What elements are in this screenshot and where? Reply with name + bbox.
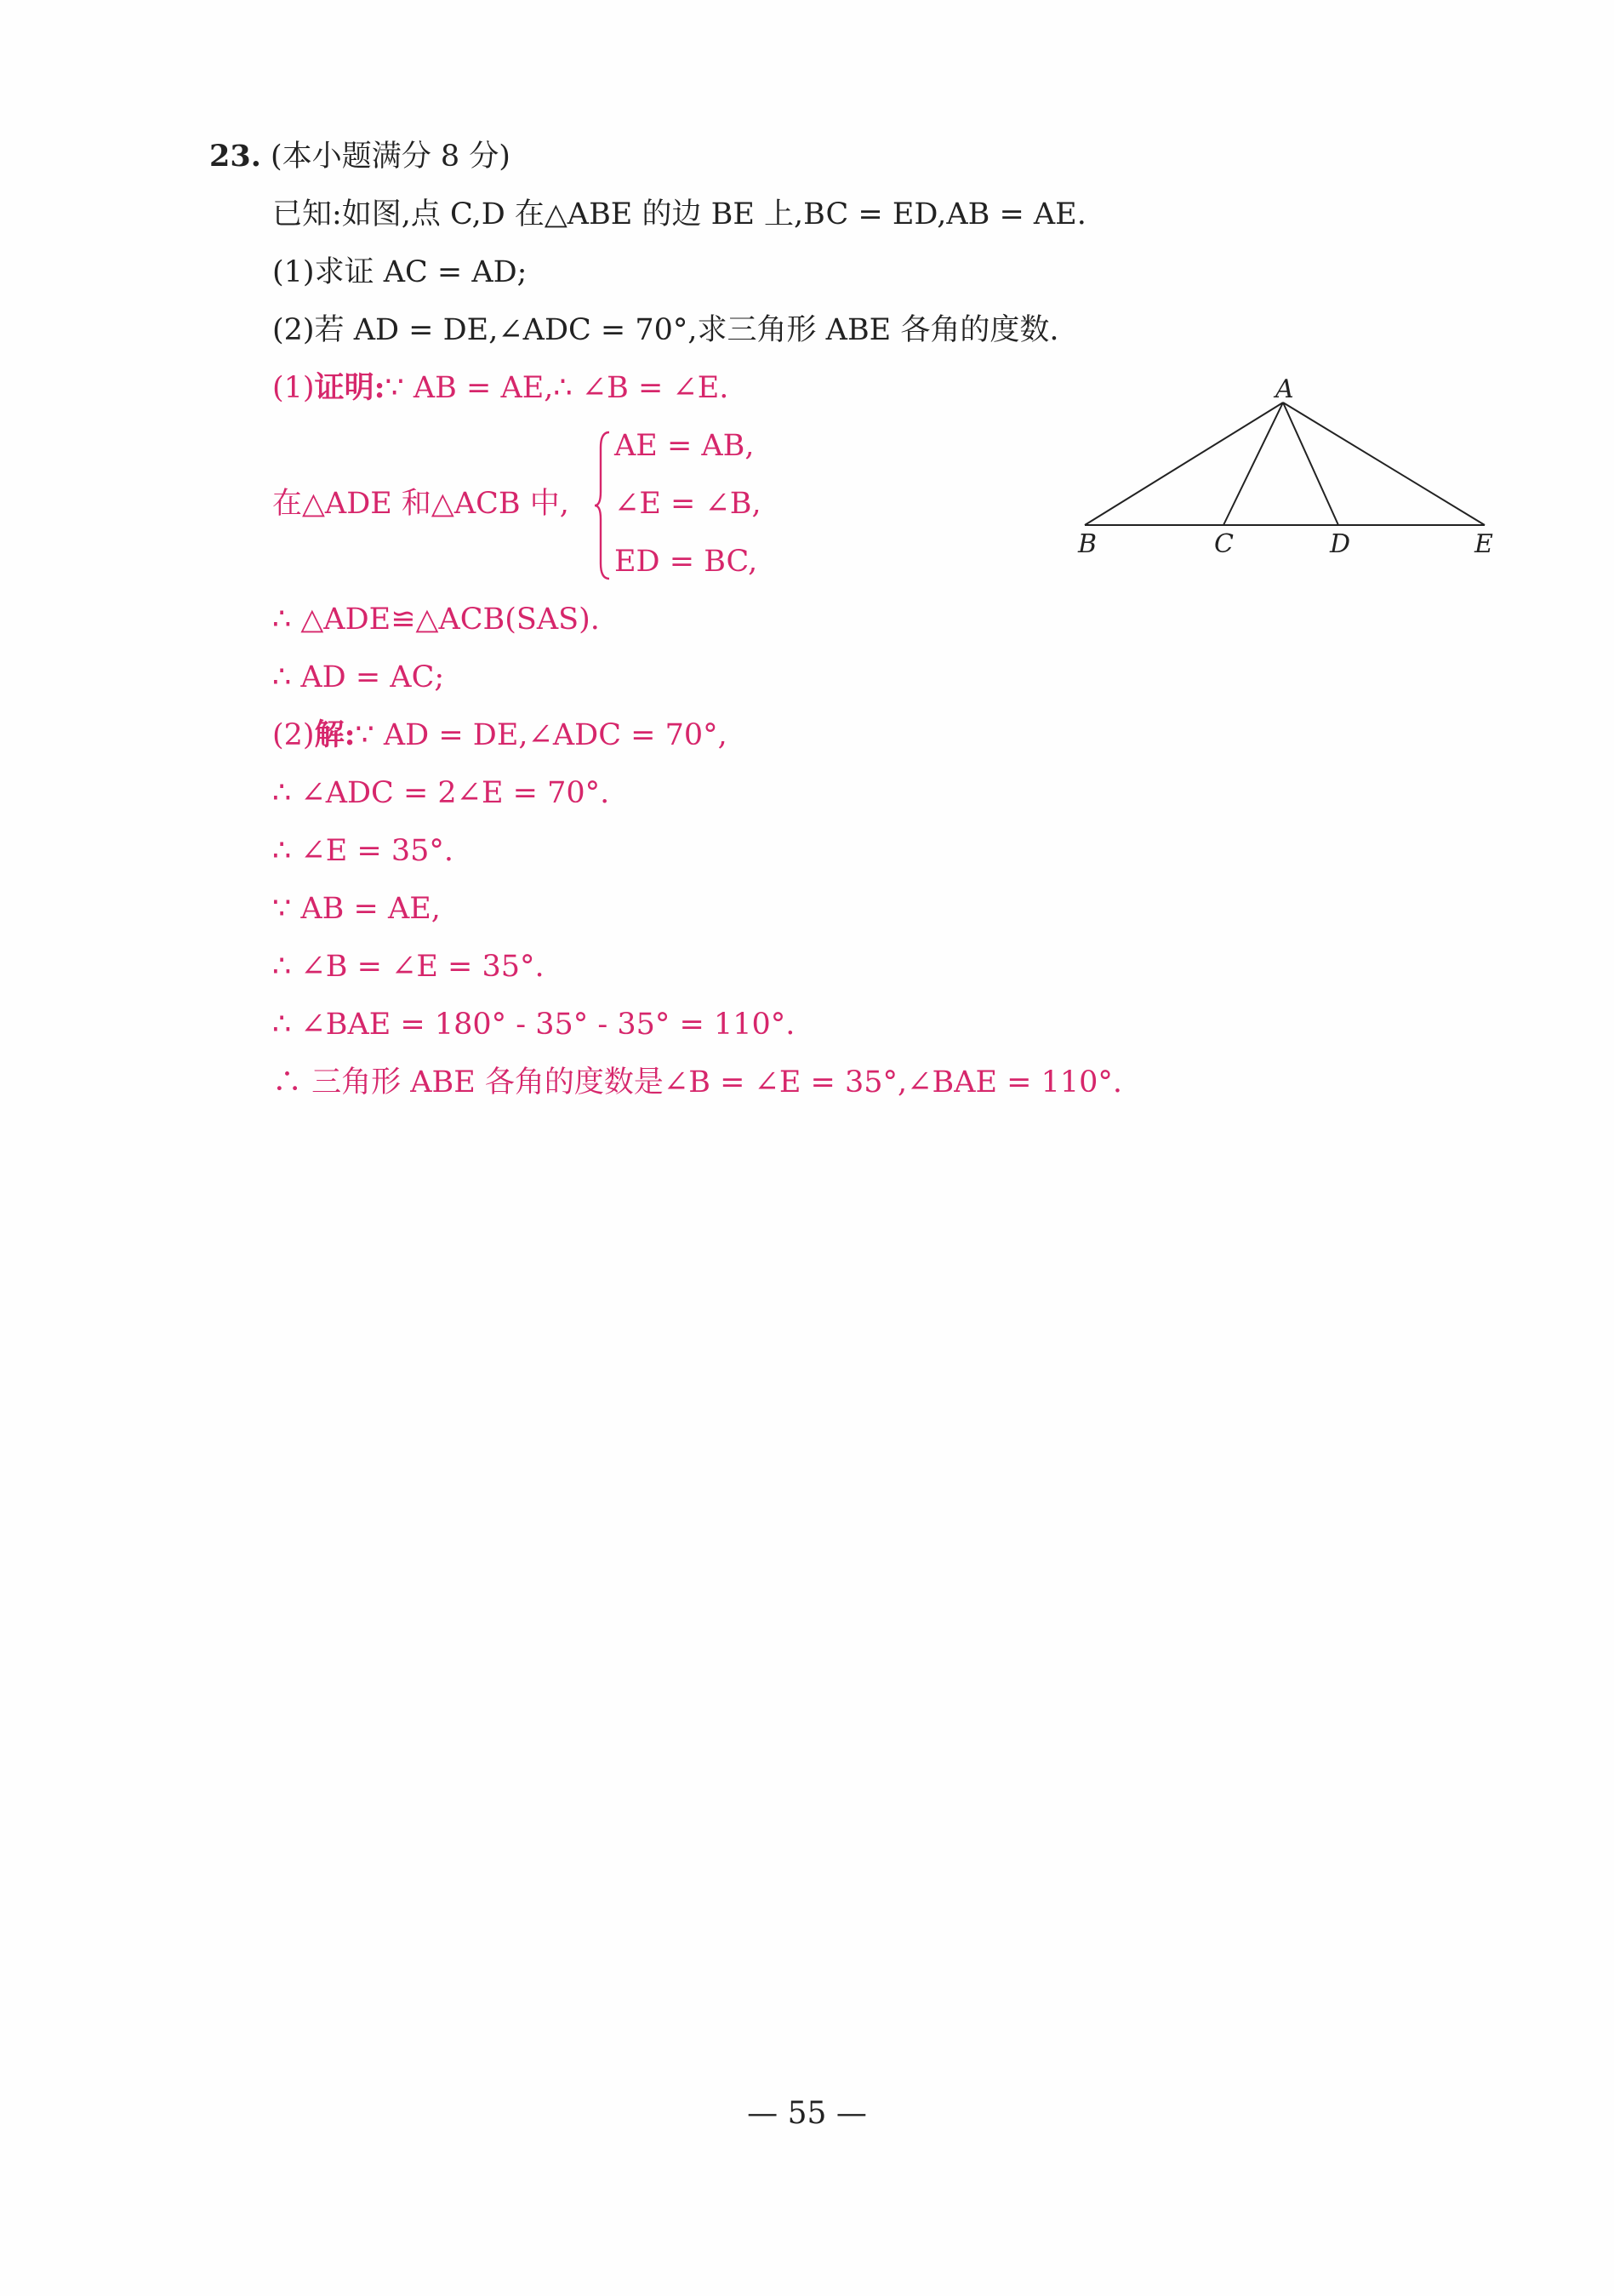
final-answer: ∴ 三角形 ABE 各角的度数是∠B = ∠E = 35°,∠BAE = 110°. [272,1065,1123,1099]
question-2: (2)若 AD = DE,∠ADC = 70°,求三角形 ABE 各角的度数. [272,313,1059,347]
score-note: (本小题满分 8 分) [271,140,510,174]
problem-header [209,138,510,175]
label-a: A [1275,374,1294,404]
proof-word: 证明: [314,370,385,405]
part2-label: (2) [272,718,315,752]
question-1: (1)求证 AC = AD; [272,255,528,289]
conclusion-1: ∴ AD = AC; [272,660,445,694]
system-brace [594,429,611,582]
step-5: ∴ ∠BAE = 180° - 35° - 35° = 110°. [272,1008,796,1042]
problem-number: 23. [209,139,261,174]
part1-label: (1) [272,371,315,405]
label-e: E [1474,529,1493,559]
given-text: 已知:如图,点 C,D 在△ABE 的边 BE 上,BC = ED,AB = AE. [272,197,1086,231]
segment-ad [1283,403,1338,525]
part2-text: ∵ AD = DE,∠ADC = 70°, [355,718,727,752]
condition-3: ED = BC, [614,545,758,579]
triangle-figure [1068,370,1502,562]
solution-part2-header [272,717,727,754]
solution-part1-header [272,369,728,407]
condition-1: AE = AB, [614,429,755,463]
step-3: ∵ AB = AE, [272,892,441,926]
step-1: ∴ ∠ADC = 2∠E = 70°. [272,776,610,810]
part1-text: ∵ AB = AE,∴ ∠B = ∠E. [385,371,729,405]
segment-ae [1283,403,1485,525]
in-triangles-text: 在△ADE 和△ACB 中, [272,487,569,521]
step-4: ∴ ∠B = ∠E = 35°. [272,950,545,984]
solve-word: 解: [314,717,356,752]
page-number: — 55 — [747,2096,867,2131]
congruence-line: ∴ △ADE≌△ACB(SAS). [272,603,600,637]
condition-2: ∠E = ∠B, [614,487,761,521]
step-2: ∴ ∠E = 35°. [272,834,454,868]
label-d: D [1330,529,1351,559]
label-c: C [1214,529,1234,559]
label-b: B [1078,529,1098,559]
